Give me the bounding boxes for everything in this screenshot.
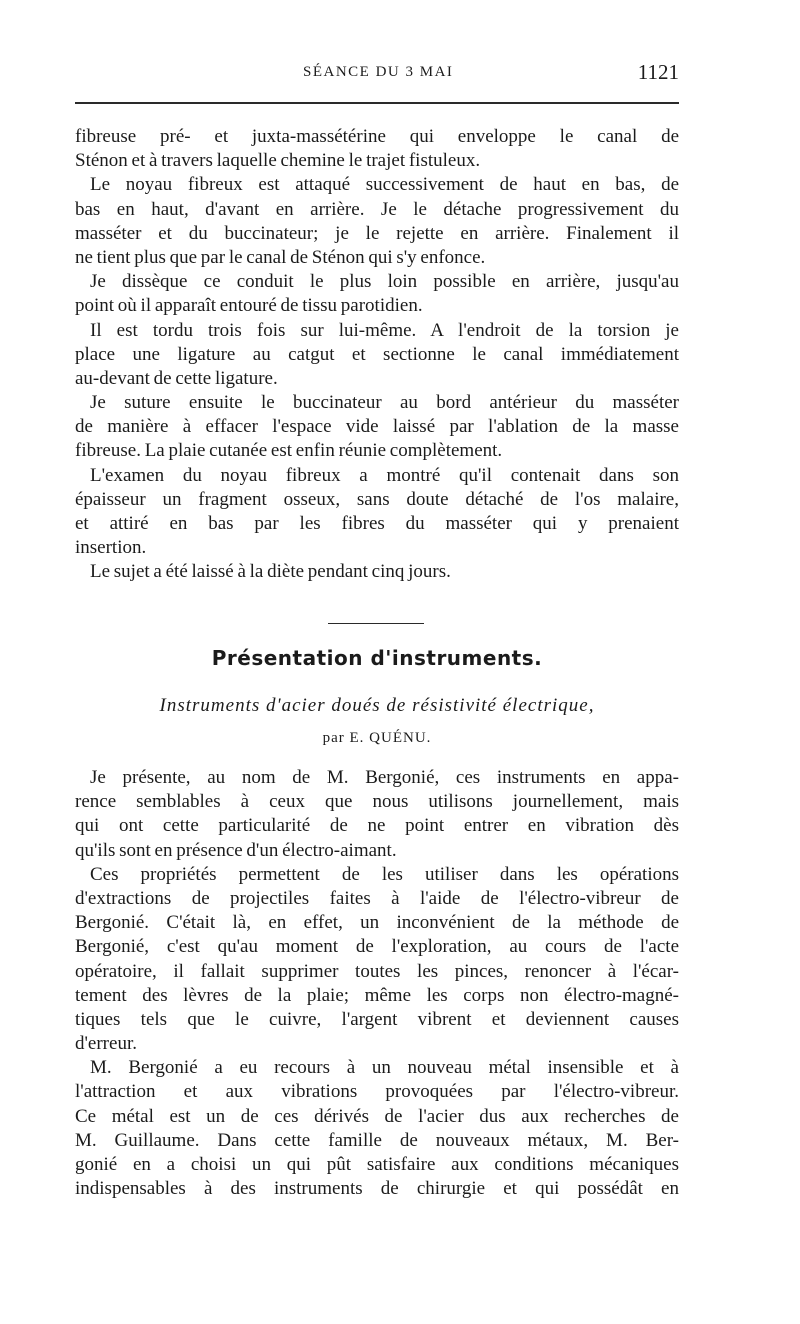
running-head	[75, 60, 679, 90]
text-line: Je suture ensuite le buccinateur au bord antérieur du masséter	[90, 392, 679, 414]
text-line: indispensables à des instruments de chirurgie et qui possédât en	[75, 1178, 679, 1200]
text-line: Bergonié. C'était là, en effet, un inconvénient de la méthode de	[75, 912, 679, 934]
text-line: gonié en a choisi un qui pût satisfaire aux conditions mécaniques	[75, 1154, 679, 1175]
text-line: tement des lèvres de la plaie; même les corps non électro-magné-	[75, 984, 679, 1006]
header-rule	[75, 102, 679, 104]
text-line: tiques tels que le cuivre, l'argent vibrent et deviennent causes	[75, 1008, 679, 1030]
text-line: bas en haut, d'avant en arrière. Je le détache progressivement du	[75, 198, 679, 220]
text-line: fibreuse. La plaie cutanée est enfin réunie complètement.	[75, 440, 503, 462]
text-line: M. Bergonié a eu recours à un nouveau métal insensible et à	[90, 1057, 679, 1079]
case-report-text	[75, 125, 679, 585]
text-line: place une ligature au catgut et sectionne le canal immédiatement	[75, 343, 679, 365]
text-line: L'examen du noyau fibreux a montré qu'il contenait dans son	[90, 464, 679, 486]
section-title: Présentation d'instruments.	[211, 646, 543, 670]
text-line: au-devant de cette ligature.	[75, 367, 278, 389]
text-line: qui ont cette particularité de ne point entrer en vibration dès	[75, 815, 679, 837]
book-page	[75, 0, 679, 1324]
text-line: Il est tordu trois fois sur lui-même. A l'endroit de la torsion je	[90, 319, 679, 341]
text-line: épaisseur un fragment osseux, sans doute détaché de l'os malaire,	[75, 488, 679, 510]
text-line: d'extractions de projectiles faites à l'aide de l'électro-vibreur de	[75, 887, 679, 909]
text-line: Sténon et à travers laquelle chemine le trajet fistuleux.	[75, 150, 481, 172]
text-line: Je présente, au nom de M. Bergonié, ces instruments en appa-	[90, 767, 679, 788]
text-line: insertion.	[75, 537, 147, 559]
text-line: qu'ils sont en présence d'un électro-aimant.	[75, 839, 397, 861]
presentation-text	[75, 766, 679, 1201]
section-separator	[328, 623, 424, 624]
text-line: point où il apparaît entouré de tissu parotidien.	[75, 295, 423, 317]
author-byline: par E. QUÉNU.	[322, 730, 432, 746]
text-line: Ce métal est un de ces dérivés de l'acier dus aux recherches de	[75, 1105, 679, 1127]
text-line: M. Guillaume. Dans cette famille de nouveaux métaux, M. Ber-	[75, 1129, 679, 1151]
text-line: Ces propriétés permettent de les utiliser dans les opérations	[90, 863, 679, 885]
running-title: SÉANCE DU 3 MAI	[303, 64, 454, 80]
text-line: de manière à effacer l'espace vide laissé par l'ablation de la masse	[75, 416, 679, 438]
text-line: Le sujet a été laissé à la diète pendant cinq jours.	[90, 561, 451, 583]
section-subtitle: Instruments d'acier doués de résistivité électrique,	[159, 695, 595, 716]
text-line: Je dissèque ce conduit le plus loin possible en arrière, jusqu'au	[90, 271, 679, 293]
text-line: opératoire, il fallait supprimer toutes les pinces, renoncer à l'écar-	[75, 960, 679, 982]
text-line: ne tient plus que par le canal de Sténon qui s'y enfonce.	[75, 246, 486, 268]
text-line: et attiré en bas par les fibres du masséter qui y prenaient	[75, 513, 679, 534]
page-number: 1121	[637, 60, 679, 84]
text-line: d'erreur.	[75, 1033, 137, 1055]
text-line: masséter et du buccinateur; je le rejette en arrière. Finalement il	[75, 222, 679, 244]
text-line: l'attraction et aux vibrations provoquées par l'électro-vibreur.	[75, 1081, 679, 1103]
text-line: fibreuse pré- et juxta-massétérine qui enveloppe le canal de	[75, 126, 679, 147]
text-line: Bergonié, c'est qu'au moment de l'exploration, au cours de l'acte	[75, 936, 679, 958]
text-line: rence semblables à ceux que nous utilisons journellement, mais	[75, 791, 679, 813]
text-line: Le noyau fibreux est attaqué successivement de haut en bas, de	[90, 174, 679, 196]
